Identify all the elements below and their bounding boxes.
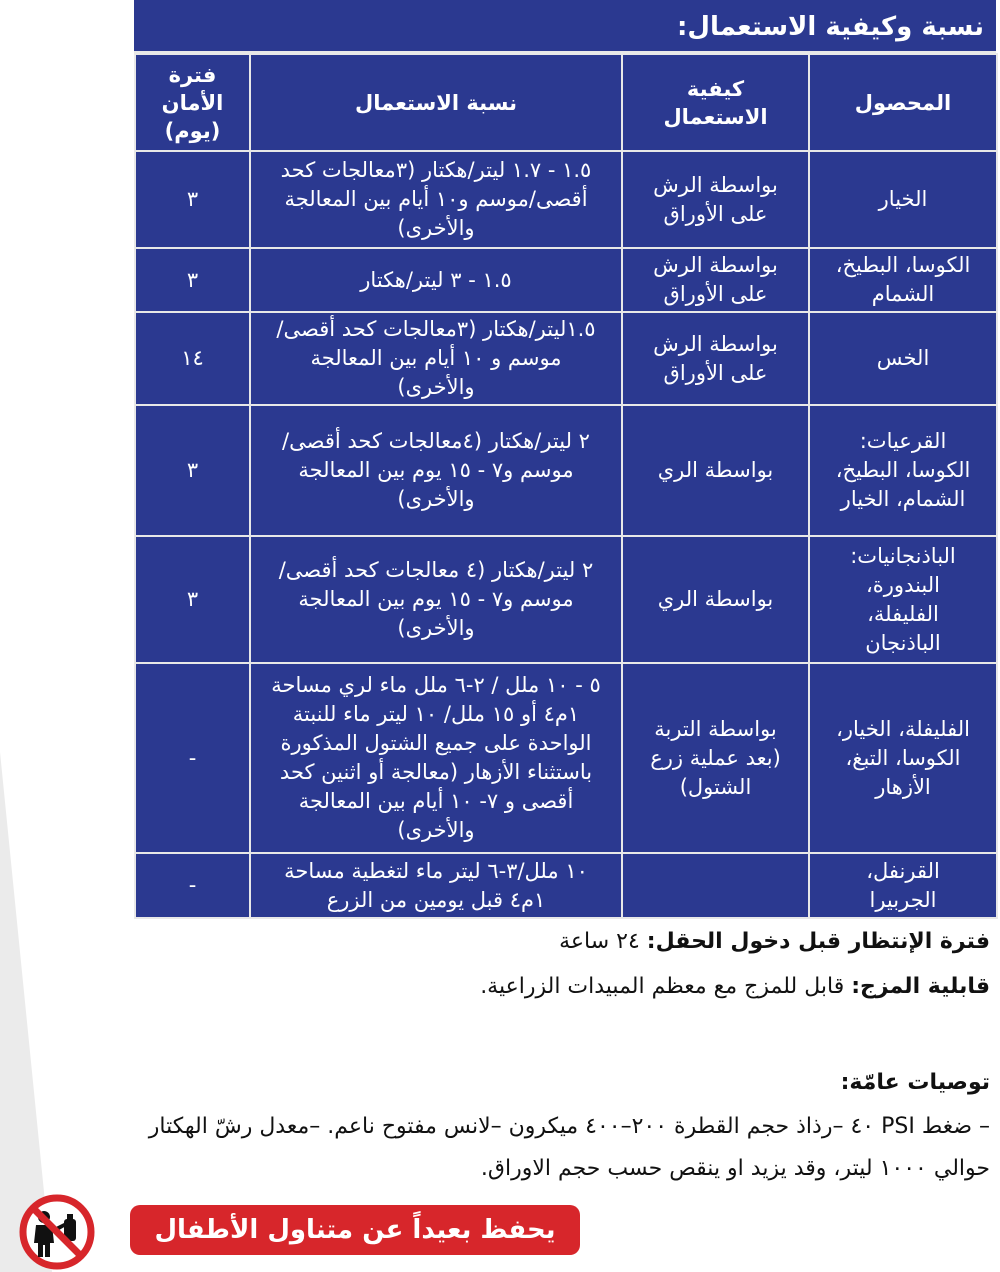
table-row (135, 312, 997, 405)
crop-text: الفليفلة، الخيار، الكوسا، التبغ، الأزهار (836, 716, 970, 799)
method-text: بواسطة الرش على الأوراق (653, 331, 778, 385)
header-method-text: كيفية الاستعمال (663, 76, 768, 129)
safety-cell: - (135, 853, 250, 918)
rate-text: ٢ ليتر/هكتار (٤ معالجات كحد أقصى/موسم و٧ - ١٥ يوم بين المعالجة والأخرى) (278, 558, 594, 640)
crop-cell (809, 853, 997, 918)
mixing-label: قابلية المزج: (851, 974, 990, 999)
header-row (135, 54, 997, 151)
method-text: بواسطة الرش على الأوراق (653, 253, 778, 306)
rate-text: ١.٥ - ١.٧ ليتر/هكتار (٣معالجات كحد أقصى/موسم و١٠ أيام بين المعالجة والأخرى) (280, 158, 592, 240)
method-cell: بواسطة الري (622, 405, 809, 536)
mixing-compatibility (90, 970, 990, 1004)
method-text: بواسطة التربة (بعد عملية زرع الشتول) (650, 716, 781, 799)
table-row (135, 536, 997, 663)
crop-text: القرنفل، الجربيرا (866, 858, 940, 912)
method-cell (622, 151, 809, 248)
safety-cell: ٣ (135, 248, 250, 312)
recommendations-text: – ضغط PSI ٤٠ –رذاذ حجم القطرة ٢٠٠–٤٠٠ ميكرون –لانس مفتوح ناعم. –معدل رشّ الهكتار حوالي ١٠٠٠ ليتر، وقد يزيد او ينقص حسب حجم الاوراق. (148, 1114, 990, 1181)
method-cell (622, 248, 809, 312)
safety-cell: ٣ (135, 151, 250, 248)
table-row (135, 663, 997, 853)
table-row (135, 853, 997, 918)
crop-text: القرعيات: الكوسا، البطيخ، الشمام، الخيار (835, 429, 971, 511)
crop-cell (809, 248, 997, 312)
table-title: نسبة وكيفية الاستعمال: (134, 0, 996, 53)
safety-cell: ١٤ (135, 312, 250, 405)
rate-cell (250, 405, 622, 536)
usage-table (134, 0, 996, 917)
crop-cell (809, 536, 997, 663)
rate-text: ٥ - ١٠ ملل / ٢-٦ ملل ماء لري مساحة ١م٤ أو ١٥ ملل/ ١٠ ليتر ماء للنبتة الواحدة على جميع الشتول المذكورة باستثناء الأزهار (معالجة أو اثنين كحد أقصى و ٧- ١٠ أيام بين المعالجة والأخرى) (271, 673, 601, 842)
waiting-label: فترة الإنتظار قبل دخول الحقل: (646, 929, 990, 954)
rates-table (134, 53, 998, 919)
header-safety-text: فترة الأمان (يوم) (161, 62, 224, 143)
rate-text: ١٠ ملل/٣-٦ ليتر ماء لتغطية مساحة ١م٤ قبل يومين من الزرع (284, 858, 588, 912)
method-cell: بواسطة الري (622, 536, 809, 663)
rate-cell (250, 151, 622, 248)
rate-cell (250, 853, 622, 918)
crop-cell (809, 405, 997, 536)
rate-cell: ١.٥ - ٣ ليتر/هكتار (250, 248, 622, 312)
crop-cell: الخس (809, 312, 997, 405)
header-method (622, 54, 809, 151)
crop-text: الكوسا، البطيخ، الشمام (835, 253, 971, 306)
rate-text: ١.٥ليتر/هكتار (٣معالجات كحد أقصى/موسم و ١٠ أيام بين المعالجة والأخرى) (276, 317, 596, 399)
method-cell (622, 853, 809, 918)
waiting-period (90, 925, 990, 959)
crop-cell (809, 663, 997, 853)
table-row (135, 405, 997, 536)
rate-cell (250, 536, 622, 663)
method-text: بواسطة الرش على الأوراق (653, 172, 778, 226)
keep-away-banner: يحفظ بعيداً عن متناول الأطفال (130, 1205, 580, 1255)
keep-away-from-children-icon (8, 1193, 106, 1271)
header-crop: المحصول (809, 54, 997, 151)
mixing-value: قابل للمزج مع معظم المبيدات الزراعية. (480, 974, 845, 999)
header-rate: نسبة الاستعمال (250, 54, 622, 151)
table-row (135, 151, 997, 248)
safety-cell: - (135, 663, 250, 853)
recommendations-title: توصيات عامّة: (840, 1070, 990, 1095)
rate-text: ٢ ليتر/هكتار (٤معالجات كحد أقصى/موسم و٧ - ١٥ يوم بين المعالجة والأخرى) (282, 429, 590, 511)
waiting-value: ٢٤ ساعة (559, 929, 640, 954)
method-cell (622, 312, 809, 405)
safety-cell: ٣ (135, 536, 250, 663)
method-cell (622, 663, 809, 853)
rate-cell (250, 663, 622, 853)
table-row (135, 248, 997, 312)
safety-cell: ٣ (135, 405, 250, 536)
rate-cell (250, 312, 622, 405)
header-safety (135, 54, 250, 151)
crop-cell: الخيار (809, 151, 997, 248)
crop-text: الباذنجانيات: البندورة، الفليفلة، الباذنجان (850, 543, 956, 655)
